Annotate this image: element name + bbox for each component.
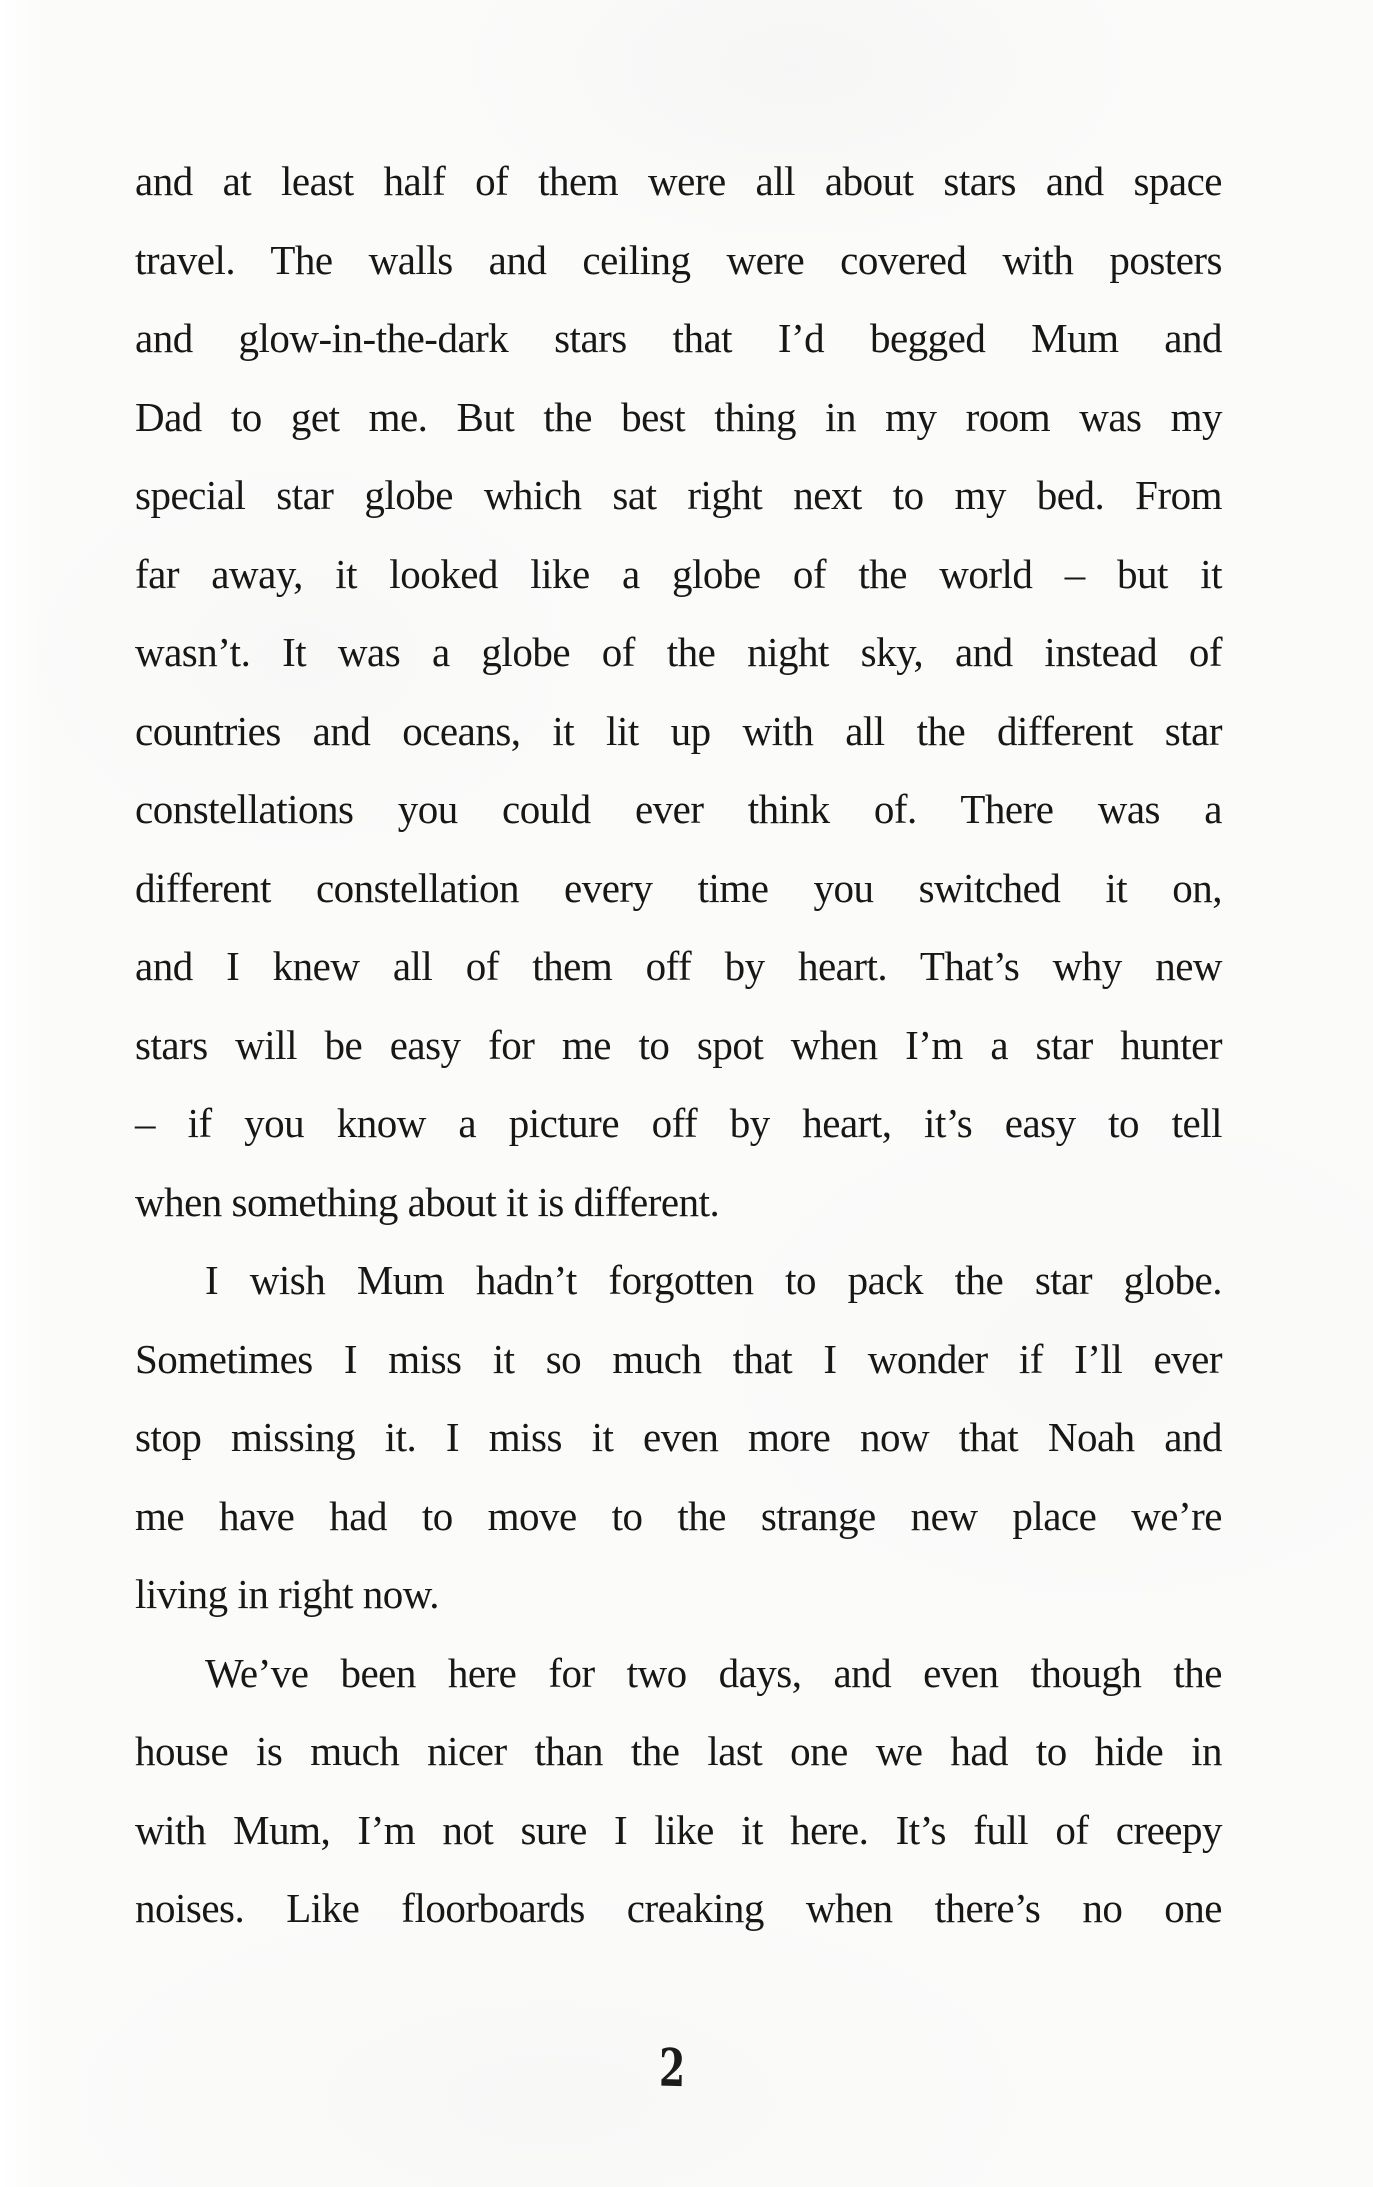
- text-line: stars will be easy for me to spot when I’m a star hunter: [135, 1021, 1222, 1068]
- text-line: and glow-in-the-dark stars that I’d begged Mum and: [135, 315, 1222, 361]
- text-line: different constellation every time you switched it on,: [135, 864, 1222, 911]
- text-line: travel. The walls and ceiling were covered with posters: [135, 236, 1222, 283]
- text-line: Dad to get me. But the best thing in my room was my: [135, 393, 1222, 440]
- page-number-value: 2: [659, 2037, 686, 2100]
- paragraph: [135, 1241, 1222, 1634]
- text-line: – if you know a picture off by heart, it’s easy to tell: [135, 1100, 1222, 1146]
- text-line: Sometimes I miss it so much that I wonder if I’ll ever: [135, 1335, 1222, 1382]
- text-line: stop missing it. I miss it even more now that Noah and: [135, 1414, 1222, 1460]
- text-line: me have had to move to the strange new place we’re: [135, 1492, 1222, 1539]
- text-line: living in right now.: [135, 1571, 439, 1617]
- text-line: constellations you could ever think of. There was a: [135, 786, 1222, 832]
- text-line: house is much nicer than the last one we had to hide in: [135, 1728, 1222, 1774]
- text-line: and at least half of them were all about stars and space: [135, 158, 1222, 204]
- text-line: I wish Mum hadn’t forgotten to pack the star globe.: [205, 1257, 1222, 1303]
- text-line: when something about it is different.: [135, 1178, 720, 1225]
- paragraph: [135, 1634, 1222, 1948]
- page-number: [0, 2038, 1359, 2099]
- text-line: special star globe which sat right next to my bed. From: [135, 472, 1222, 518]
- text-line: wasn’t. It was a globe of the night sky, and instead of: [135, 629, 1222, 675]
- text-line: countries and oceans, it lit up with all the different star: [135, 707, 1222, 754]
- body-text: [135, 142, 1222, 1948]
- paragraph: [135, 142, 1222, 1241]
- text-line: We’ve been here for two days, and even though the: [205, 1649, 1222, 1696]
- text-line: far away, it looked like a globe of the world – but it: [135, 550, 1222, 597]
- text-line: and I knew all of them off by heart. That’s why new: [135, 943, 1222, 989]
- text-line: noises. Like floorboards creaking when there’s no one: [135, 1885, 1222, 1931]
- text-line: with Mum, I’m not sure I like it here. It’s full of creepy: [135, 1806, 1222, 1853]
